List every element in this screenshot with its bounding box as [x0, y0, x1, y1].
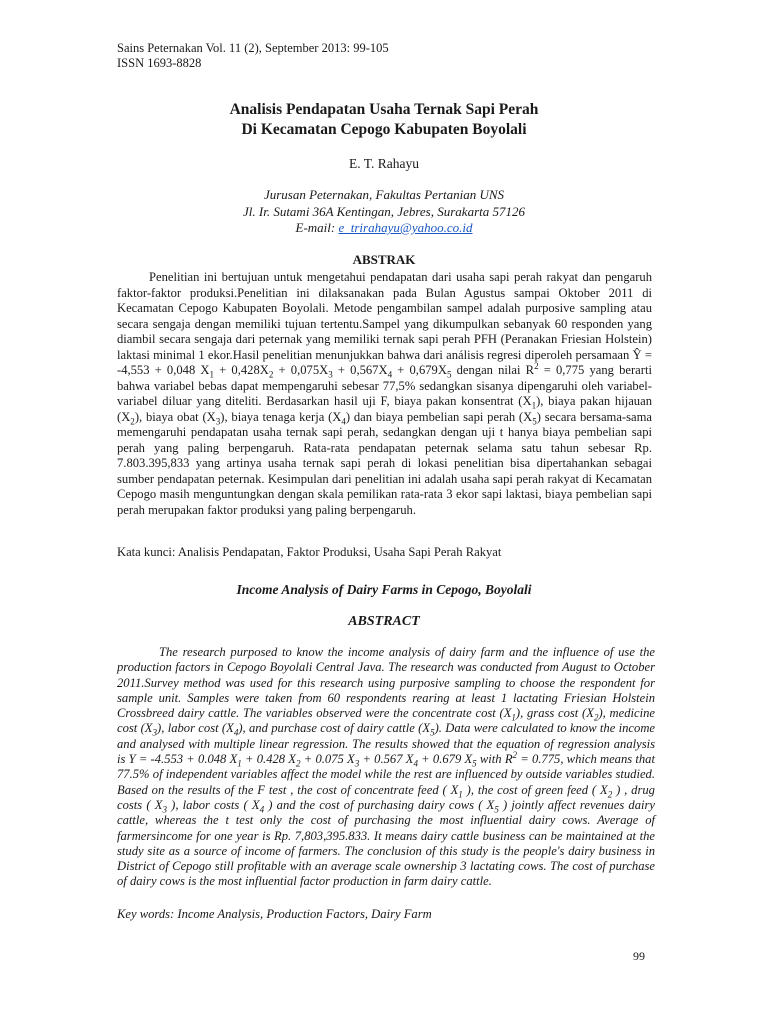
key-words: Key words: Income Analysis, Production Factors, Dairy Farm	[117, 907, 432, 921]
affiliation-department: Jurusan Peternakan, Fakultas Pertanian UNS	[263, 187, 505, 202]
author-name: E. T. Rahayu	[349, 156, 419, 171]
page-number: 99	[633, 949, 645, 963]
email-label: E-mail:	[295, 220, 339, 235]
abstrak-heading: ABSTRAK	[352, 252, 416, 267]
affiliation-email-line	[0, 220, 768, 237]
abstract-heading: ABSTRACT	[348, 614, 420, 629]
email-link[interactable]: e_trirahayu@yahoo.co.id	[338, 220, 473, 235]
affiliation-address: Jl. Ir. Sutami 36A Kentingan, Jebres, Surakarta 57126	[242, 203, 525, 219]
english-title: Income Analysis of Dairy Farms in Cepogo, Boyolali	[236, 582, 532, 597]
affiliation	[0, 187, 768, 237]
abstrak-body: Penelitian ini bertujuan untuk mengetahui pendapatan dari usaha sapi perah rakyat dan pengaruh faktor-faktor produksi.Penelitian ini dilaksanakan pada Bulan Agustus sampai Oktober 2011 di Kecamatan Cepogo Kabupaten Boyolali. Metode pengambilan sampel adalah purposive sampling atau secara sengaja dengan memiliki tujuan tertentu.Sampel yang dikumpulkan sebanyak 60 responden yang diambil secara sengaja dari peternak yang memiliki ternak sapi perah PFH (Peranakan Friesian Holstein) laktasi minimal 1 ekor.Hasil penelitian menunjukkan bahwa dari análisis regresi diperoleh persamaan Ŷ = -4,553 + 0,048 $X_1 + 0,428X_2 + 0,075X_3 + 0,567X_4 + 0,679X_5$ dengan nilai $R^2 = 0,775$ yang berarti bahwa variabel bebas dapat mempengaruhi sebesar 77,5% sedangkan sisanya dipengaruhi oleh variabel-variabel diluar yang diteliti. Berdasarkan hasil uji F, biaya pakan konsentrat $(X_1)$, biaya pakan hijauan $(X_2)$, biaya obat $(X_3)$, biaya tenaga kerja $(X_4)$ dan biaya pembelian sapi perah $(X_5)$ secara bersama-sama memengaruhi pendapatan usaha ternak sapi perah, sedangkan dengan uji t hanya biaya pembelian sapi perah yang paling berpengaruh. Rata-rata pendapatan peternak selama satu tahun sebesar Rp. 7.803.395,833 yang artinya usaha ternak sapi perah di lokasi penelitian bisa dipertahankan sebagai sumber pendapatan peternak. Kesimpulan dari penelitian ini adalah usaha sapi perah rakyat di Kecamatan Cepogo masih menguntungkan dengan skala pemilikan rata-rata 3 ekor sapi laktasi, biaya pembelian sapi perah merupakan faktor produksi yang paling berpengaruh.	[117, 270, 653, 517]
title-block	[0, 100, 768, 237]
abstract-body: The research purposed to know the income analysis of dairy farm and the influence of use the production factors in Cepogo Boyolali Central Java. The research was conducted from August to October 2011.Survey method was used for this research using purposive sampling to choose the respondent for sample unit. Samples were taken from 60 respondents rearing at least 1 lactating Friesian Holstein Crossbreed dairy cattle. The variables observed were the concentrate cost $(X_1)$, grass cost $(X_2)$, medicine cost $(X_3)$, labor cost $(X_4)$, and purchase cost of dairy cattle $(X_5)$. Data were calculated to know the income and analysed with multiple linear regression. The results showed that the equation of regression analysis is Y = -4.553 + 0.048 $X_1 + 0.428$ $X_2 + 0.075$ $X_3 + 0.567$ $X_4 + 0.679$ $X_5$ with $R^2 = 0.775$, which means that 77.5% of independent variables affect the model while the rest are influenced by outside variables studied. Based on the results of the F test , the cost of concentrate feed ( $X_1$ ), the cost of green feed ( $X_2$ ) , drug costs ( $X_3$ ), labor costs ( $X_4$ ) and the cost of purchasing dairy cows ( $X_5$ ) jointly affect revenues dairy cattle, whereas the t test only the cost of purchasing the most influential dairy cows. Average of farmersincome for one year is Rp. 7,803,395.833. It means dairy cattle business can be maintained at the study site as a source of income of farmers. The conclusion of this study is the people's dairy business in District of Cepogo still profitable with an average scale ownership 3 lactating cows. The cost of purchase of dairy cows is the most influential factor production in farm dairy cattle.	[117, 645, 655, 889]
journal-header	[117, 41, 389, 71]
journal-citation: Sains Peternakan Vol. 11 (2), September 2013: 99-105	[117, 41, 389, 55]
paper-title-line-1: Analisis Pendapatan Usaha Ternak Sapi Perah	[229, 101, 539, 118]
paper-title	[0, 100, 768, 140]
paper-title-line-2: Di Kecamatan Cepogo Kabupaten Boyolali	[241, 121, 527, 138]
journal-issn: ISSN 1693-8828	[117, 56, 202, 70]
kata-kunci: Kata kunci: Analisis Pendapatan, Faktor Produksi, Usaha Sapi Perah Rakyat	[117, 545, 502, 559]
